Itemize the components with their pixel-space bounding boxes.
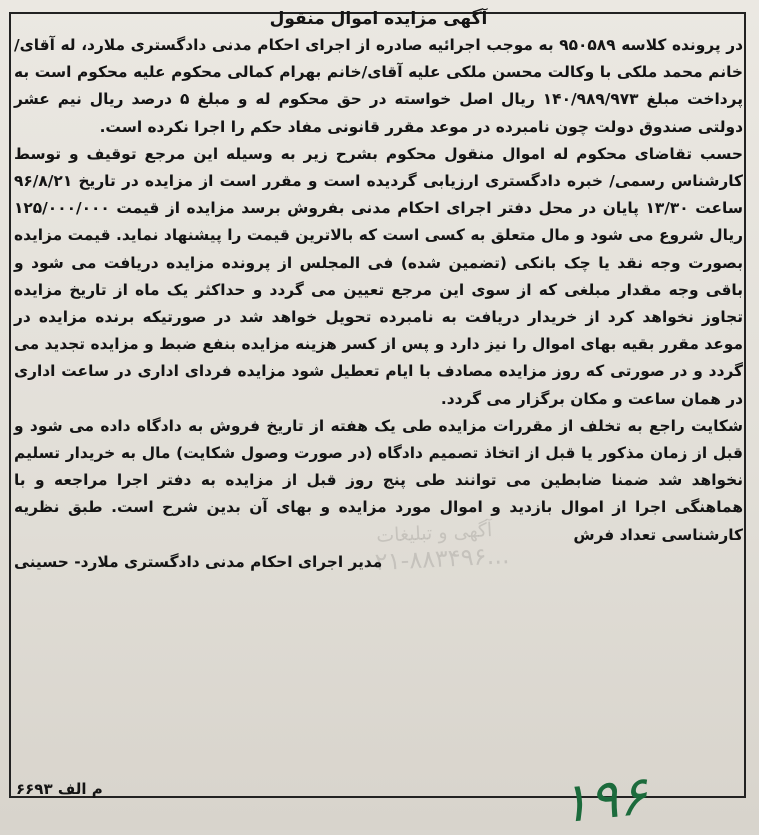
signature-line: مدیر اجرای احکام مدنی دادگستری ملارد- حسینی (14, 552, 383, 571)
ad-code: م الف ۶۶۹۳ (16, 780, 103, 798)
paragraph-case-details: در پرونده کلاسه ۹۵۰۵۸۹ به موجب اجرائیه صادره از اجرای احکام مدنی دادگستری ملارد، له آقای/خانم محمد ملکی با وکالت محسن ملکی علیه آقای/خانم بهرام کمالی محکوم علیه محکوم است به پرداخت مبلغ ۱۴۰/۹۸۹/۹۷۳ ریال اصل خواسته در حق محکوم له و مبلغ ۵ درصد ریال نیم عشر دولتی صندوق دولت چون نامبرده در موعد مقرر قانونی مفاد حکم را اجرا نکرده است. (14, 36, 743, 136)
paragraph-complaints: شکایت راجع به تخلف از مقررات مزایده طی یک هفته از تاریخ فروش به دادگاه داده می شود و قبل از زمان مذکور یا قبل از اتخاذ تصمیم دادگاه (در صورت وصول شکایت) مال به خریدار تسلیم نخواهد شد ضمنا ضابطین می توانند طی پنج روز قبل از مزایده به دفتر اجرا مراجعه و با هماهنگی اجرا از اموال بازدید و اموال مورد مزایده و بهای آن بدین شرح است. طبق نظریه کارشناسی تعداد فرش (14, 416, 743, 544)
watermark-text: آگهی و تبلیغات (375, 518, 493, 548)
notice-title: آگهی مزایده اموال منقول (269, 9, 488, 29)
paragraph-auction-terms: حسب تقاضای محکوم له اموال منقول محکوم بشرح زیر به وسیله این مرجع توقیف و توسط کارشناس رسمی/ خبره دادگستری ارزیابی گردیده است و مقرر است از مزایده در تاریخ ۹۶/۸/۲۱ ساعت ۱۳/۳۰ پایان در محل دفتر اجرای احکام مدنی بفروش برسد مزایده از قیمت ۱۲۵/۰۰۰/۰۰۰ ریال شروع می شود و مال متعلق به کسی است که بالاترین قیمت را پیشنهاد نماید. قیمت مزایده بصورت وجه نقد یا چک بانکی (تضمین شده) فی المجلس از پرونده مزایده دریافت می شود و باقی وجه مقدار مبلغی که از سوی این مرجع تعیین می گردد و حداکثر یک ماه از تاریخ مزایده تجاوز نخواهد کرد از خریدار دریافت به نامبرده تحویل خواهد شد در صورتیکه برنده مزایده در موعد مقرر بقیه بهای اموال را نیز دارد و پس از کسر هزینه مزایده بنفع ضبط و مزایده تجدید می گردد و در صورتی که روز مزایده مصادف با ایام تعطیل شود مزایده فردای اداری در ساعت اداری در همان ساعت و مکان برگزار می گردد. (14, 144, 743, 408)
watermark-phone: ۰۲۱-۸۸۳۴۹۶... (361, 541, 511, 577)
notice-body (14, 8, 743, 576)
handwritten-number: ۱۹۶ (556, 763, 651, 835)
